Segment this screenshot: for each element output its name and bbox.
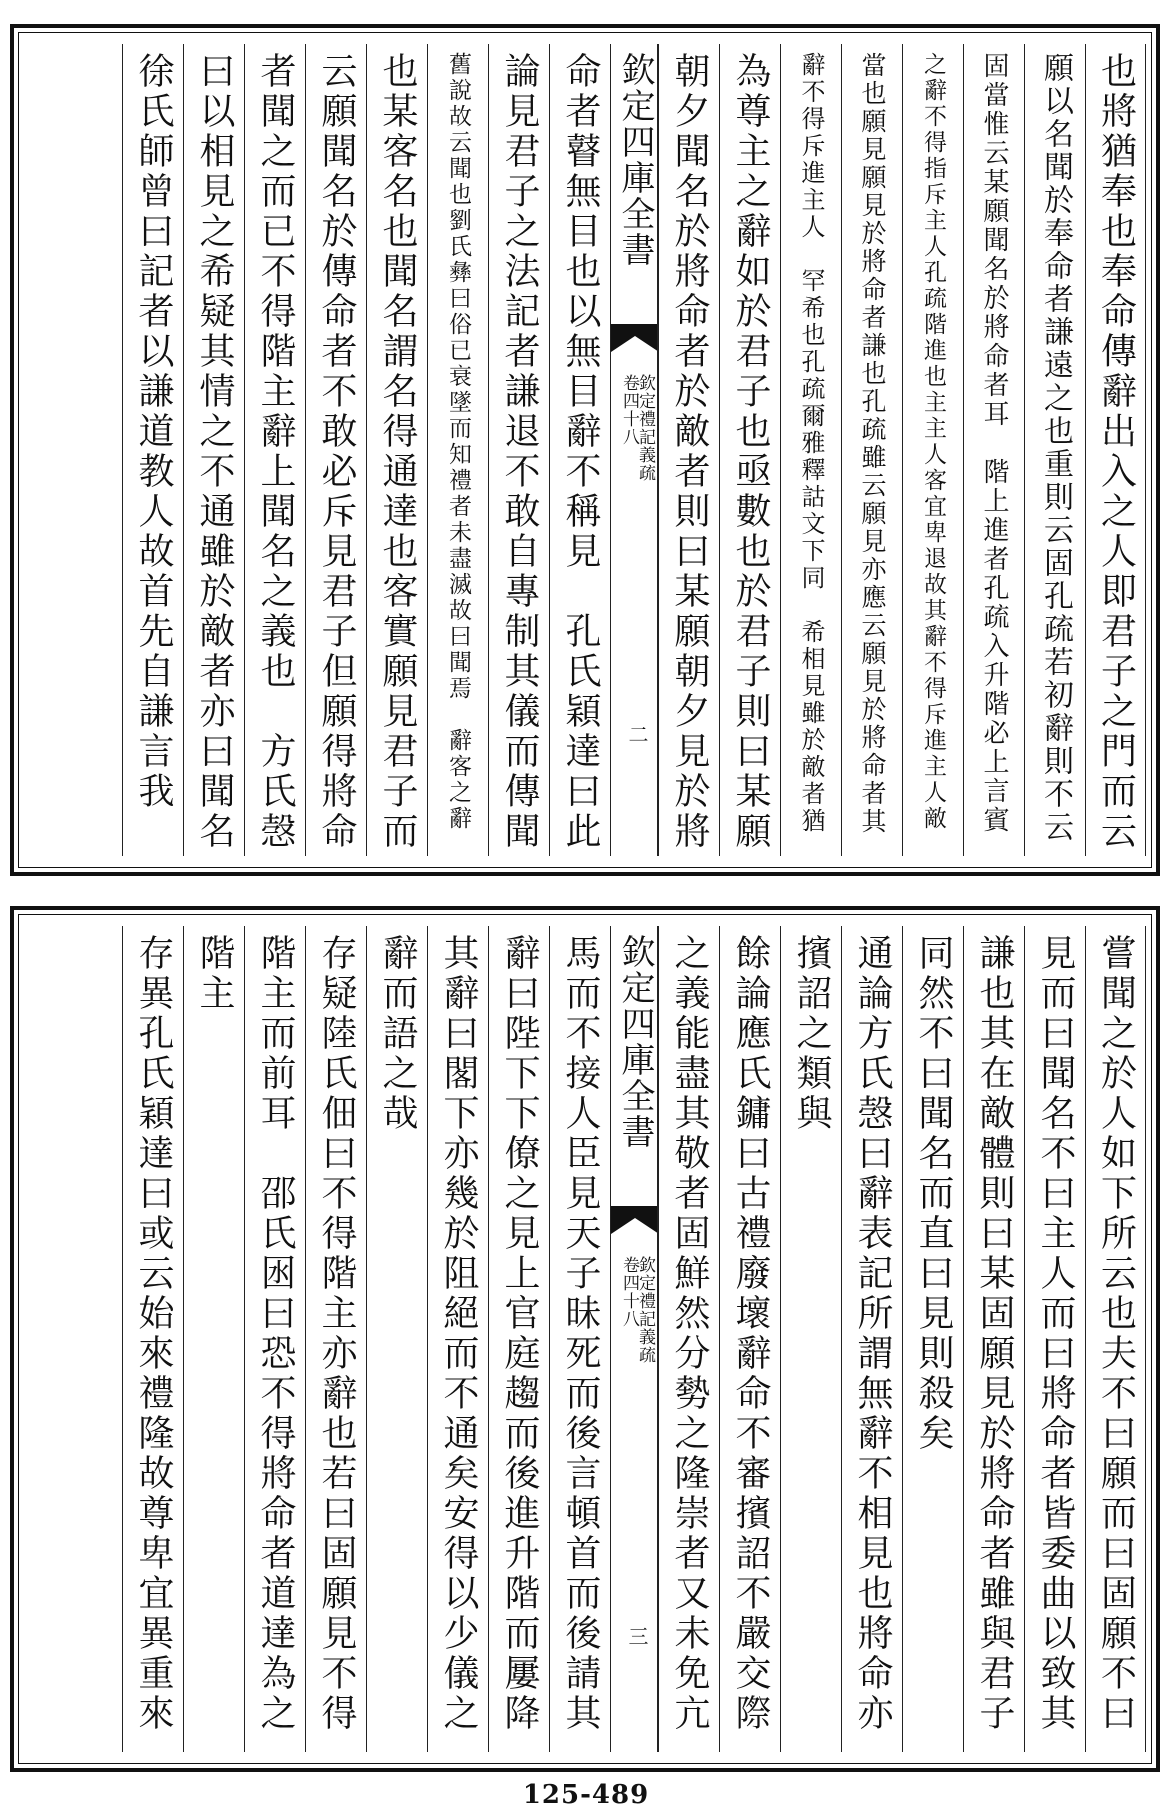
- column-text: 論見君子之法記者謙退不敢自專制其儀而傳聞: [499, 52, 540, 852]
- text-column: [366, 44, 427, 856]
- bottom-page-panel: [10, 906, 1160, 1772]
- column-text: 嘗聞之於人如下所云也夫不曰願而曰固願不曰: [1095, 934, 1137, 1734]
- text-column: [963, 926, 1024, 1752]
- column-text: 謙也其在敵體則曰某固願見於將命者雖與君子: [974, 934, 1015, 1734]
- text-column: [549, 926, 610, 1752]
- column-text: 通論方氏愨曰辭表記所謂無辭不相見也將命亦: [852, 934, 893, 1734]
- column-text: 辭不得斥進主人 罕希也孔疏爾雅釋詁文下同 希相見雖於敵者猶: [797, 52, 825, 835]
- text-column: [1085, 44, 1146, 856]
- column-text: 辭而語之哉: [377, 934, 418, 1134]
- column-text: 曰以相見之希疑其情之不通雖於敵者亦曰聞名: [194, 52, 235, 852]
- center-gutter: [610, 44, 658, 856]
- column-text: 固當惟云某願聞名於將命者耳 階上進者孔疏入升階必上言賓: [979, 52, 1009, 835]
- column-text: 願以名聞於奉命者謙遠之也重則云固孔疏若初辭則不云: [1038, 52, 1073, 844]
- text-column: [427, 926, 488, 1752]
- column-text: 當也願見願見於將命者謙也孔疏雖云願見亦應云願見於將命者其: [858, 52, 887, 836]
- column-text: 也將猶奉也奉命傳辭出入之人即君子之門而云: [1095, 52, 1137, 852]
- text-column: [122, 926, 183, 1752]
- column-text: 其辭曰閣下亦幾於阻絕而不通矣安得以少儀之: [438, 934, 479, 1734]
- text-column: [366, 926, 427, 1752]
- column-text: 為尊主之辭如於君子也亟數也於君子則曰某願: [730, 52, 771, 852]
- text-column: [719, 44, 780, 856]
- column-text: 也某客名也聞名謂名得通達也客實願見君子而: [377, 52, 418, 852]
- page-number: 二: [625, 724, 649, 744]
- text-column: [1024, 926, 1085, 1752]
- text-column: [122, 44, 183, 856]
- text-column: [549, 44, 610, 856]
- column-text: 階主: [194, 934, 235, 1014]
- bottom-text-area: [24, 920, 1146, 1758]
- text-column: [244, 926, 305, 1752]
- page-number: 三: [625, 1626, 649, 1646]
- column-text: 存疑陸氏佃曰不得階主亦辭也若曰固願見不得: [316, 934, 357, 1734]
- column-text: 存異孔氏穎達曰或云始來禮隆故尊卑宜異重來: [133, 934, 174, 1734]
- text-column: [305, 44, 366, 856]
- column-text: 之辭不得指斥主人孔疏階進也主主人客宜卑退故其辭不得斥進主人敵: [920, 52, 946, 832]
- column-text: 見而曰聞名不曰主人而曰將命者皆委曲以致其: [1035, 934, 1076, 1734]
- top-text-area: [24, 38, 1146, 862]
- text-column: [1085, 926, 1146, 1752]
- column-text: 命者瞽無目也以無目辭不稱見 孔氏穎達曰此: [560, 52, 601, 852]
- text-column: [305, 926, 366, 1752]
- text-column: [1024, 44, 1085, 856]
- column-text: 餘論應氏鏞曰古禮廢壞辭命不審擯詔不嚴交際: [730, 934, 771, 1734]
- volume-number: 卷四十八: [619, 1256, 639, 1328]
- text-column: [841, 926, 902, 1752]
- column-text: 舊說故云聞也劉氏彝曰俗已衰墜而知禮者未盡滅故曰聞焉 辭客之辭: [445, 52, 471, 832]
- column-text: 朝夕聞名於將命者於敵者則曰某願朝夕見於將: [669, 52, 710, 852]
- text-column: [183, 44, 244, 856]
- text-column: [902, 44, 963, 856]
- text-column: [719, 926, 780, 1752]
- text-column: [488, 44, 549, 856]
- text-column: [183, 926, 244, 1752]
- top-page-panel: [10, 24, 1160, 876]
- fishtail-ornament: [611, 1206, 658, 1234]
- text-column: [963, 44, 1024, 856]
- text-column: [488, 926, 549, 1752]
- text-column: [427, 44, 488, 856]
- text-column: [902, 926, 963, 1752]
- footer-page-number: 125-489: [522, 1780, 650, 1810]
- column-text: 同然不曰聞名而直曰見則殺矣: [913, 934, 954, 1454]
- text-column: [780, 44, 841, 856]
- text-column: [841, 44, 902, 856]
- text-column: [658, 926, 719, 1752]
- column-text: 辭曰陛下下僚之見上官庭趨而後進升階而屢降: [499, 934, 540, 1734]
- book-title: 欽定四庫全書: [615, 934, 655, 1150]
- volume-title: 欽定禮記義疏: [635, 374, 655, 482]
- text-column: [780, 926, 841, 1752]
- fishtail-ornament: [611, 324, 658, 352]
- column-text: 階主而前耳 邵氏囦曰恐不得將命者道達為之: [255, 934, 296, 1734]
- volume-title: 欽定禮記義疏: [635, 1256, 655, 1364]
- text-column: [244, 44, 305, 856]
- text-column: [658, 44, 719, 856]
- column-text: 馬而不接人臣見天子昧死而後言頓首而後請其: [560, 934, 601, 1734]
- book-title: 欽定四庫全書: [615, 52, 655, 268]
- volume-number: 卷四十八: [619, 374, 639, 446]
- column-text: 徐氏師曾曰記者以謙道教人故首先自謙言我: [133, 52, 174, 812]
- column-text: 之義能盡其敬者固鮮然分勢之隆崇者又未免亢: [669, 934, 710, 1734]
- center-gutter: [610, 926, 658, 1752]
- column-text: 云願聞名於傳命者不敢必斥見君子但願得將命: [316, 52, 357, 852]
- column-text: 者聞之而已不得階主辭上聞名之義也 方氏愨: [255, 52, 296, 852]
- column-text: 擯詔之類與: [791, 934, 832, 1134]
